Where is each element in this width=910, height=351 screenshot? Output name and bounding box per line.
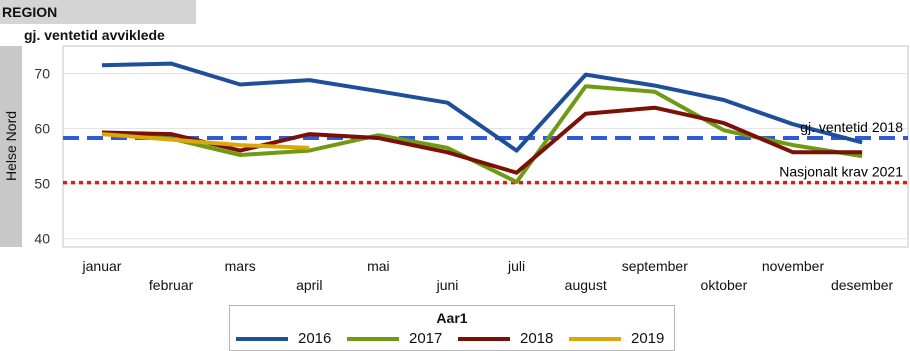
legend-label-2017: 2017: [409, 330, 443, 347]
y-tick-label-70: 70: [34, 65, 50, 82]
x-tick-label-mai: mai: [367, 258, 390, 274]
x-tick-label-februar: februar: [148, 277, 194, 293]
region-header: REGION: [0, 0, 196, 24]
reference-labels: [779, 119, 903, 180]
measure-title: gj. ventetid avviklede: [24, 27, 165, 43]
legend-swatch-2018: [458, 337, 510, 341]
grid-lines: [63, 74, 908, 239]
y-axis-ticks: [34, 66, 50, 247]
reference-label-0: gj. ventetid 2018: [800, 118, 903, 135]
legend-label-2018: 2018: [520, 330, 554, 347]
series-line-2018: [102, 108, 862, 173]
x-tick-label-juli: juli: [508, 258, 526, 274]
legend-swatch-2019: [569, 337, 621, 341]
x-tick-label-november: november: [761, 258, 825, 274]
x-tick-label-desember: desember: [830, 277, 894, 293]
x-tick-label-september: september: [621, 258, 688, 274]
y-tick-label-50: 50: [34, 175, 50, 192]
legend-swatch-2017: [347, 337, 399, 341]
x-tick-label-august: august: [564, 277, 607, 293]
x-tick-label-januar: januar: [82, 258, 122, 274]
x-tick-label-juni: juni: [436, 277, 459, 293]
y-tick-label-40: 40: [34, 230, 50, 247]
legend-label-2016: 2016: [298, 330, 332, 347]
legend-label-2019: 2019: [631, 330, 665, 347]
legend: [229, 305, 675, 351]
x-tick-label-april: april: [296, 277, 323, 293]
legend-title: Aar1: [436, 310, 468, 326]
legend-swatch-2016: [236, 337, 288, 341]
row-label-helse-nord: Helse Nord: [3, 110, 19, 182]
x-tick-label-mars: mars: [224, 258, 256, 274]
series-lines: [102, 64, 862, 182]
x-tick-label-oktober: oktober: [700, 277, 748, 293]
reference-label-1: Nasjonalt krav 2021: [779, 163, 903, 180]
y-tick-label-60: 60: [34, 120, 50, 137]
x-axis-ticks: [82, 258, 894, 293]
